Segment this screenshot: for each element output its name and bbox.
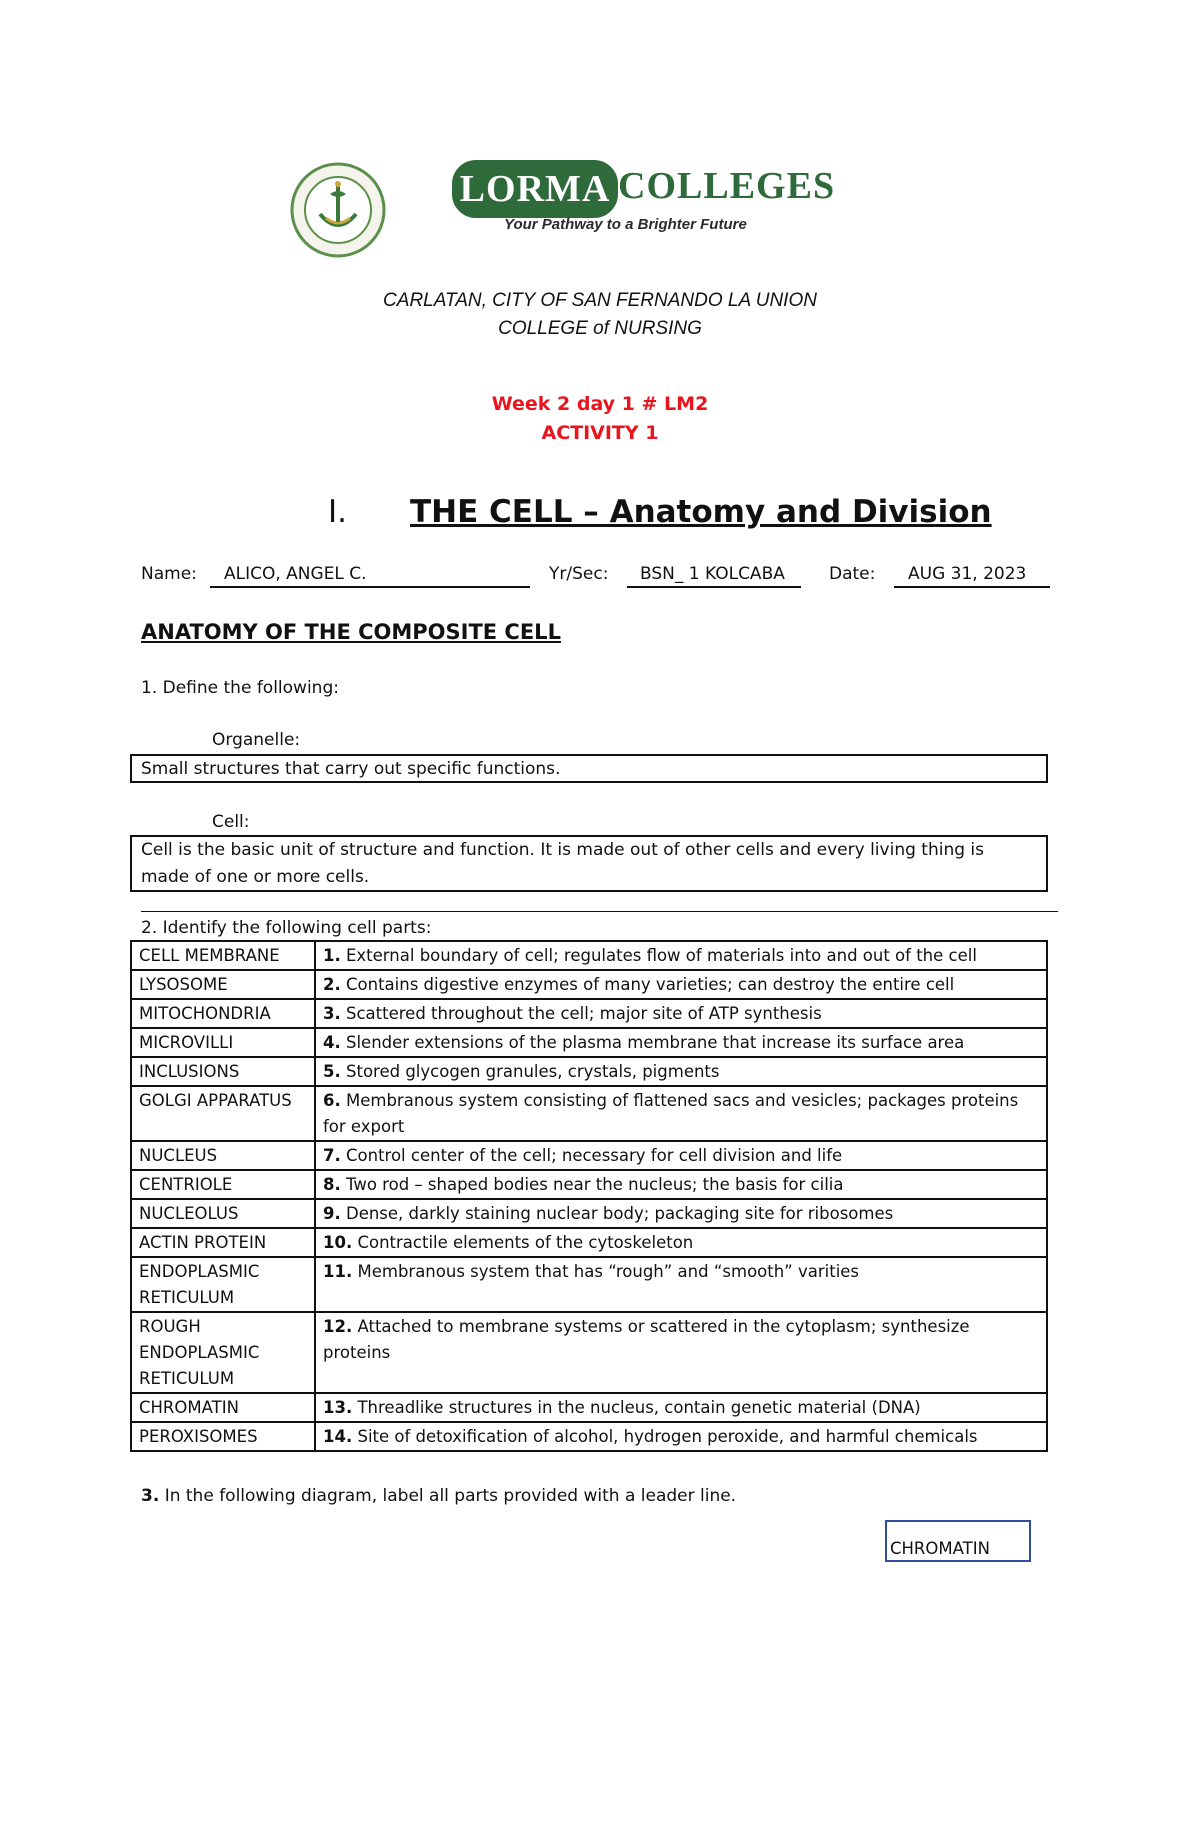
- description-text: Scattered throughout the cell; major site of ATP synthesis: [340, 1004, 822, 1023]
- table-row: [131, 1028, 1047, 1057]
- cell-part-name[interactable]: ACTIN PROTEIN: [131, 1228, 315, 1257]
- description-text: Slender extensions of the plasma membrane that increase its surface area: [340, 1033, 965, 1052]
- description-number: 8.: [323, 1175, 341, 1194]
- description-text: Membranous system consisting of flattened sacs and vesicles; packages proteins for export: [323, 1091, 1019, 1136]
- description-number: 4.: [323, 1033, 341, 1052]
- description-text: Attached to membrane systems or scattered in the cytoplasm; synthesize proteins: [323, 1317, 970, 1362]
- cell-part-name[interactable]: PEROXISOMES: [131, 1422, 315, 1451]
- cell-part-description: [315, 1199, 1047, 1228]
- cell-part-name[interactable]: CELL MEMBRANE: [131, 941, 315, 970]
- description-text: Dense, darkly staining nuclear body; packaging site for ribosomes: [340, 1204, 894, 1223]
- table-row: [131, 1312, 1047, 1393]
- table-row: [131, 1086, 1047, 1141]
- description-number: 1.: [323, 946, 341, 965]
- cell-answer-box[interactable]: [130, 835, 1048, 892]
- brand-box: [452, 160, 618, 218]
- section-title: ANATOMY OF THE COMPOSITE CELL: [141, 620, 561, 644]
- nursing-seal-logo: [290, 162, 386, 258]
- q3-text: In the following diagram, label all parts provided with a leader line.: [159, 1486, 737, 1506]
- cell-part-name[interactable]: GOLGI APPARATUS: [131, 1086, 315, 1141]
- table-row: [131, 1057, 1047, 1086]
- cell-part-description: [315, 1228, 1047, 1257]
- description-number: 11.: [323, 1262, 353, 1281]
- description-number: 5.: [323, 1062, 341, 1081]
- cell-part-description: [315, 1057, 1047, 1086]
- description-number: 14.: [323, 1427, 353, 1446]
- table-row: [131, 1170, 1047, 1199]
- cell-part-name[interactable]: NUCLEUS: [131, 1141, 315, 1170]
- description-number: 3.: [323, 1004, 341, 1023]
- description-number: 12.: [323, 1317, 353, 1336]
- brand-tagline: Your Pathway to a Brighter Future: [504, 216, 747, 233]
- title-text: THE CELL – Anatomy and Division: [410, 494, 992, 530]
- table-row: [131, 1393, 1047, 1422]
- date-label: Date:: [829, 564, 876, 584]
- cell-part-name[interactable]: ENDOPLASMIC RETICULUM: [131, 1257, 315, 1312]
- cell-part-description: [315, 1257, 1047, 1312]
- cell-part-name[interactable]: LYSOSOME: [131, 970, 315, 999]
- week-label: Week 2 day 1 # LM2: [491, 393, 709, 415]
- cell-answer-line-2: made of one or more cells.: [141, 867, 370, 887]
- description-text: External boundary of cell; regulates flow of materials into and out of the cell: [340, 946, 977, 965]
- description-number: 9.: [323, 1204, 341, 1223]
- description-number: 7.: [323, 1146, 341, 1165]
- table-row: [131, 999, 1047, 1028]
- description-number: 6.: [323, 1091, 341, 1110]
- organelle-answer-box[interactable]: [130, 754, 1048, 783]
- table-row: [131, 1141, 1047, 1170]
- cell-label: Cell:: [212, 812, 250, 832]
- cell-part-name[interactable]: MITOCHONDRIA: [131, 999, 315, 1028]
- name-underline: [210, 586, 530, 588]
- cell-part-name[interactable]: NUCLEOLUS: [131, 1199, 315, 1228]
- q3-prompt: [141, 1486, 736, 1506]
- college-line: COLLEGE of NURSING: [498, 318, 702, 339]
- cell-part-name[interactable]: ROUGH ENDOPLASMIC RETICULUM: [131, 1312, 315, 1393]
- q1-prompt: 1. Define the following:: [141, 678, 339, 698]
- description-text: Stored glycogen granules, crystals, pigments: [340, 1062, 720, 1081]
- diagram-label-text: CHROMATIN: [890, 1539, 990, 1558]
- organelle-answer: Small structures that carry out specific functions.: [141, 759, 561, 779]
- cell-part-name[interactable]: CENTRIOLE: [131, 1170, 315, 1199]
- cell-part-description: [315, 1028, 1047, 1057]
- activity-label: ACTIVITY 1: [541, 422, 659, 444]
- cell-part-description: [315, 1141, 1047, 1170]
- cell-part-description: [315, 999, 1047, 1028]
- description-text: Control center of the cell; necessary for cell division and life: [340, 1146, 843, 1165]
- description-text: Membranous system that has “rough” and “smooth” varities: [352, 1262, 860, 1281]
- description-text: Two rod – shaped bodies near the nucleus; the basis for cilia: [340, 1175, 844, 1194]
- yrsec-label: Yr/Sec:: [549, 564, 609, 584]
- table-row: [131, 970, 1047, 999]
- description-number: 10.: [323, 1233, 353, 1252]
- name-label: Name:: [141, 564, 197, 584]
- cell-part-description: [315, 1422, 1047, 1451]
- description-number: 2.: [323, 975, 341, 994]
- organelle-label: Organelle:: [212, 730, 301, 750]
- cell-part-name[interactable]: INCLUSIONS: [131, 1057, 315, 1086]
- date-value[interactable]: AUG 31, 2023: [908, 564, 1027, 584]
- page-title: [328, 494, 992, 530]
- cell-parts-table: [130, 940, 1048, 1452]
- cell-part-description: [315, 1393, 1047, 1422]
- description-number: 13.: [323, 1398, 353, 1417]
- cell-part-description: [315, 1086, 1047, 1141]
- table-row: [131, 1257, 1047, 1312]
- cell-part-description: [315, 970, 1047, 999]
- description-text: Site of detoxification of alcohol, hydrogen peroxide, and harmful chemicals: [352, 1427, 978, 1446]
- table-row: [131, 941, 1047, 970]
- divider: [141, 911, 1058, 912]
- table-row: [131, 1422, 1047, 1451]
- cell-part-description: [315, 941, 1047, 970]
- cell-part-description: [315, 1170, 1047, 1199]
- cell-part-name[interactable]: CHROMATIN: [131, 1393, 315, 1422]
- table-row: [131, 1228, 1047, 1257]
- yrsec-value[interactable]: BSN_ 1 KOLCABA: [640, 564, 785, 584]
- title-number: I.: [328, 494, 347, 530]
- name-value[interactable]: ALICO, ANGEL C.: [224, 564, 367, 584]
- description-text: Contains digestive enzymes of many varieties; can destroy the entire cell: [340, 975, 955, 994]
- table-row: [131, 1199, 1047, 1228]
- date-underline: [894, 586, 1050, 588]
- address-line: CARLATAN, CITY OF SAN FERNANDO LA UNION: [383, 290, 817, 311]
- brand-word: COLLEGES: [618, 165, 836, 207]
- lorma-colleges-logo: [452, 160, 836, 244]
- description-text: Threadlike structures in the nucleus, contain genetic material (DNA): [352, 1398, 921, 1417]
- description-text: Contractile elements of the cytoskeleton: [352, 1233, 694, 1252]
- cell-answer-line-1: Cell is the basic unit of structure and function. It is made out of other cells and every living thing is: [141, 840, 984, 860]
- cell-part-name[interactable]: MICROVILLI: [131, 1028, 315, 1057]
- brand-box-text: LORMA: [459, 168, 611, 210]
- q2-prompt: 2. Identify the following cell parts:: [141, 918, 432, 938]
- yrsec-underline: [627, 586, 801, 588]
- q3-number: 3.: [141, 1486, 160, 1506]
- cell-part-description: [315, 1312, 1047, 1393]
